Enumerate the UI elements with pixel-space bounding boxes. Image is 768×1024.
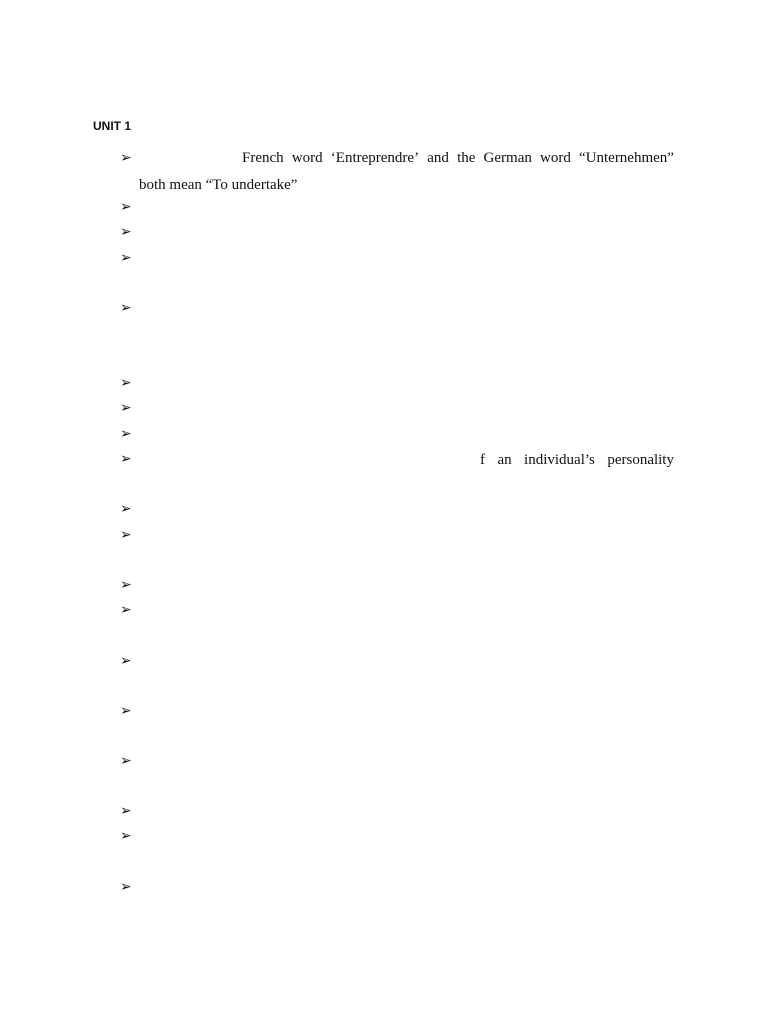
word: the	[457, 150, 476, 166]
bullet-icon: ➢	[120, 400, 132, 416]
bullet-icon: ➢	[120, 703, 132, 719]
bullet-icon: ➢	[120, 501, 132, 517]
bullet-icon: ➢	[120, 451, 132, 467]
word: “Unternehmen”	[579, 150, 674, 166]
bullet-icon: ➢	[120, 577, 132, 593]
word: word	[291, 150, 323, 166]
bullet-icon: ➢	[120, 527, 132, 543]
word: French	[242, 150, 284, 166]
word: German	[483, 150, 532, 166]
word: f	[480, 452, 485, 468]
bullet-icon: ➢	[120, 300, 132, 316]
bullet-icon: ➢	[120, 653, 132, 669]
word: ‘Entreprendre’	[330, 150, 420, 166]
word: word	[540, 150, 571, 166]
item10-partial-line	[480, 451, 674, 469]
word: individual’s	[524, 452, 595, 468]
bullet-icon: ➢	[120, 375, 132, 391]
bullet-icon: ➢	[120, 150, 132, 166]
bullet-icon: ➢	[120, 828, 132, 844]
bullet-icon: ➢	[120, 199, 132, 215]
bullet-icon: ➢	[120, 250, 132, 266]
bullet-icon: ➢	[120, 426, 132, 442]
bullet-icon: ➢	[120, 879, 132, 895]
word: personality	[607, 452, 674, 468]
item1-first-line	[242, 149, 674, 167]
bullet-icon: ➢	[120, 803, 132, 819]
word: and	[427, 150, 449, 166]
item1-second-line: both mean “To undertake”	[139, 177, 298, 193]
bullet-icon: ➢	[120, 224, 132, 240]
unit-heading: UNIT 1	[93, 119, 132, 133]
bullet-icon: ➢	[120, 602, 132, 618]
bullet-icon: ➢	[120, 753, 132, 769]
word: an	[497, 452, 512, 468]
